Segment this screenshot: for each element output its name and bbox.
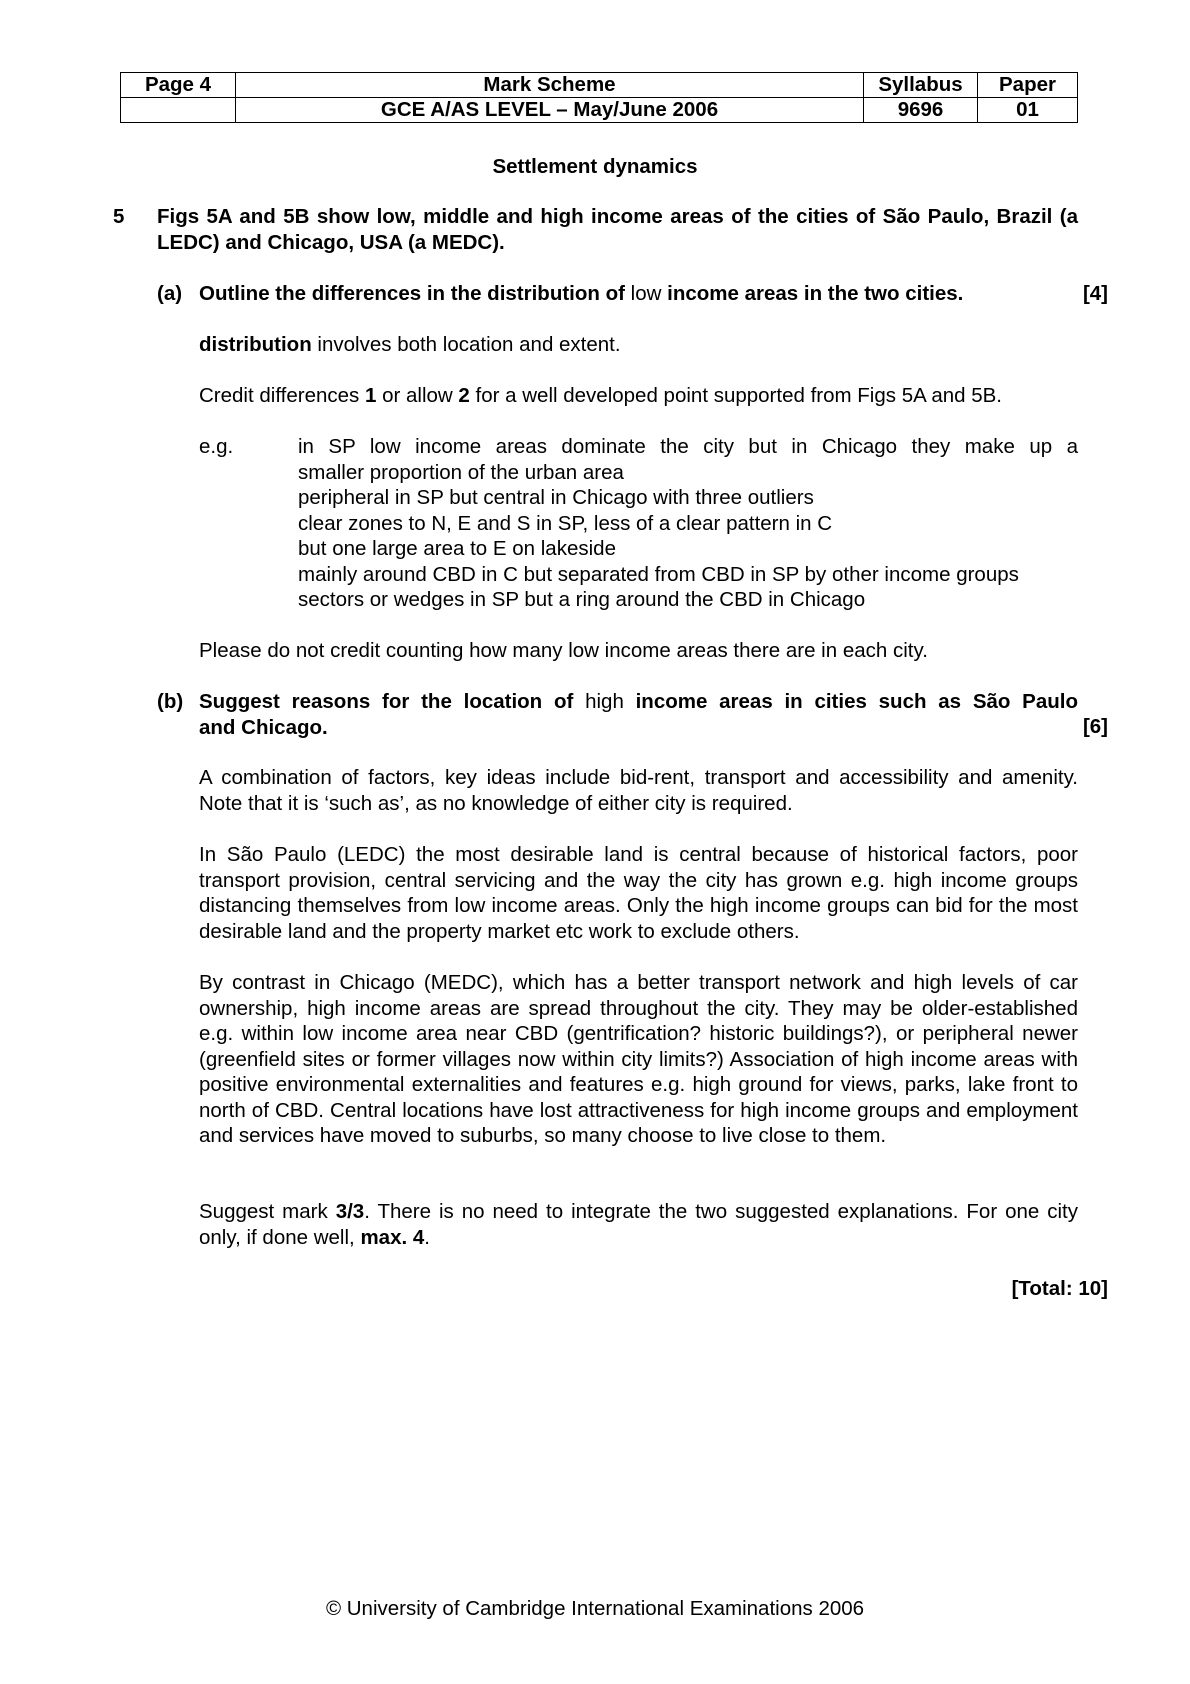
credit-text-3: for a well developed point supported from Figs 5A and 5B.: [469, 384, 1003, 407]
part-a-question-low: low: [624, 282, 668, 305]
header-row-1: [121, 73, 1078, 98]
paper-code: 01: [978, 98, 1078, 123]
eg-line: mainly around CBD in C but separated from CBD in SP by other income groups: [298, 562, 1019, 586]
part-b-suggest-mark: [199, 1199, 1078, 1250]
suggest-text-2: . There is no need to integrate the two suggested explanations. For one city only, if done well,: [199, 1200, 1078, 1249]
document-title: Mark Scheme: [236, 73, 864, 98]
syllabus-label: Syllabus: [864, 73, 978, 98]
part-b-question-bold-1: Suggest reasons for the location of: [199, 690, 574, 713]
paper-label: Paper: [978, 73, 1078, 98]
eg-line: but one large area to E on lakeside: [298, 537, 616, 560]
part-a-label: (a): [157, 282, 183, 305]
question-number: 5: [113, 205, 125, 228]
section-title: Settlement dynamics: [492, 155, 698, 178]
part-b-question-bold-3: and Chicago.: [199, 715, 328, 739]
suggest-text-3: .: [424, 1225, 430, 1249]
part-a-distribution-note: [199, 332, 621, 358]
part-a-note: Please do not credit counting how many low income areas there are in each city.: [199, 639, 928, 662]
suggest-mark-value: 3/3: [335, 1200, 365, 1223]
eg-line: peripheral in SP but central in Chicago with three outliers: [298, 486, 814, 509]
part-a-question-bold-2: income areas in the two cities.: [667, 282, 964, 305]
credit-text-2: or allow: [376, 384, 459, 407]
part-b-paragraph-1: A combination of factors, key ideas include bid-rent, transport and accessibility and amenity. Note that it is ‘such as’, as no knowledge of either city is required.: [199, 766, 1078, 815]
suggest-max-value: max. 4: [360, 1225, 425, 1249]
total-marks: [Total: 10]: [1011, 1277, 1108, 1300]
part-b-label: (b): [157, 690, 184, 713]
exam-title: GCE A/AS LEVEL – May/June 2006: [236, 98, 864, 123]
eg-line: sectors or wedges in SP but a ring around the CBD in Chicago: [298, 588, 866, 611]
distribution-term: distribution: [199, 333, 312, 356]
credit-number-2: 2: [458, 384, 470, 407]
part-a-marks: [4]: [1082, 282, 1108, 305]
eg-line: smaller proportion of the urban area: [298, 460, 624, 484]
copyright-footer: © University of Cambridge International Examinations 2006: [325, 1597, 865, 1620]
syllabus-code: 9696: [864, 98, 978, 123]
eg-line: clear zones to N, E and S in SP, less of a clear pattern in C: [298, 511, 833, 535]
eg-label: e.g.: [199, 435, 234, 458]
header-table: [120, 72, 1078, 123]
part-b-paragraph-3: By contrast in Chicago (MEDC), which has a better transport network and high levels of car ownership, high income areas are spread throughout the city. They may be older-established e.g. within low income area near CBD (gentrification? historic buildings?), or peripheral newer (greenfield sites or former villages now within city limits?) Association of high income areas with positive environmental externalities and features e.g. high ground for views, parks, lake front to north of CBD. Central locations have lost attractiveness for high income groups and employment and services have moved to suburbs, so many choose to live close to them.: [199, 971, 1078, 1147]
eg-list: [298, 434, 1078, 613]
part-a-question-bold-1: Outline the differences in the distribution of: [199, 282, 625, 305]
page-blank-cell: [121, 98, 236, 123]
suggest-text-1: Suggest mark: [199, 1200, 336, 1223]
part-a-credit-note: [199, 383, 1002, 409]
question-stem: Figs 5A and 5B show low, middle and high income areas of the cities of São Paulo, Brazil (a LEDC) and Chicago, USA (a MEDC).: [157, 205, 1078, 254]
header-row-2: [121, 98, 1078, 123]
page-label: Page 4: [121, 73, 236, 98]
part-b-question-bold-2: income areas in cities such as São Paulo: [635, 690, 1078, 713]
part-a-question: [199, 281, 963, 307]
part-b-question-high: high: [573, 690, 636, 713]
part-b-question: [199, 689, 1078, 740]
credit-text-1: Credit differences: [199, 384, 365, 407]
part-b-paragraph-2: In São Paulo (LEDC) the most desirable land is central because of historical factors, poor transport provision, central servicing and the way the city has grown e.g. high income groups distancing themselves from low income areas. Only the high income groups can bid for the most desirable land and the property market etc work to exclude others.: [199, 843, 1078, 943]
part-b-marks: [6]: [1082, 715, 1108, 738]
distribution-text: involves both location and extent.: [311, 333, 621, 356]
credit-number-1: 1: [364, 384, 377, 407]
eg-line: in SP low income areas dominate the city but in Chicago they make up a: [298, 435, 1078, 458]
